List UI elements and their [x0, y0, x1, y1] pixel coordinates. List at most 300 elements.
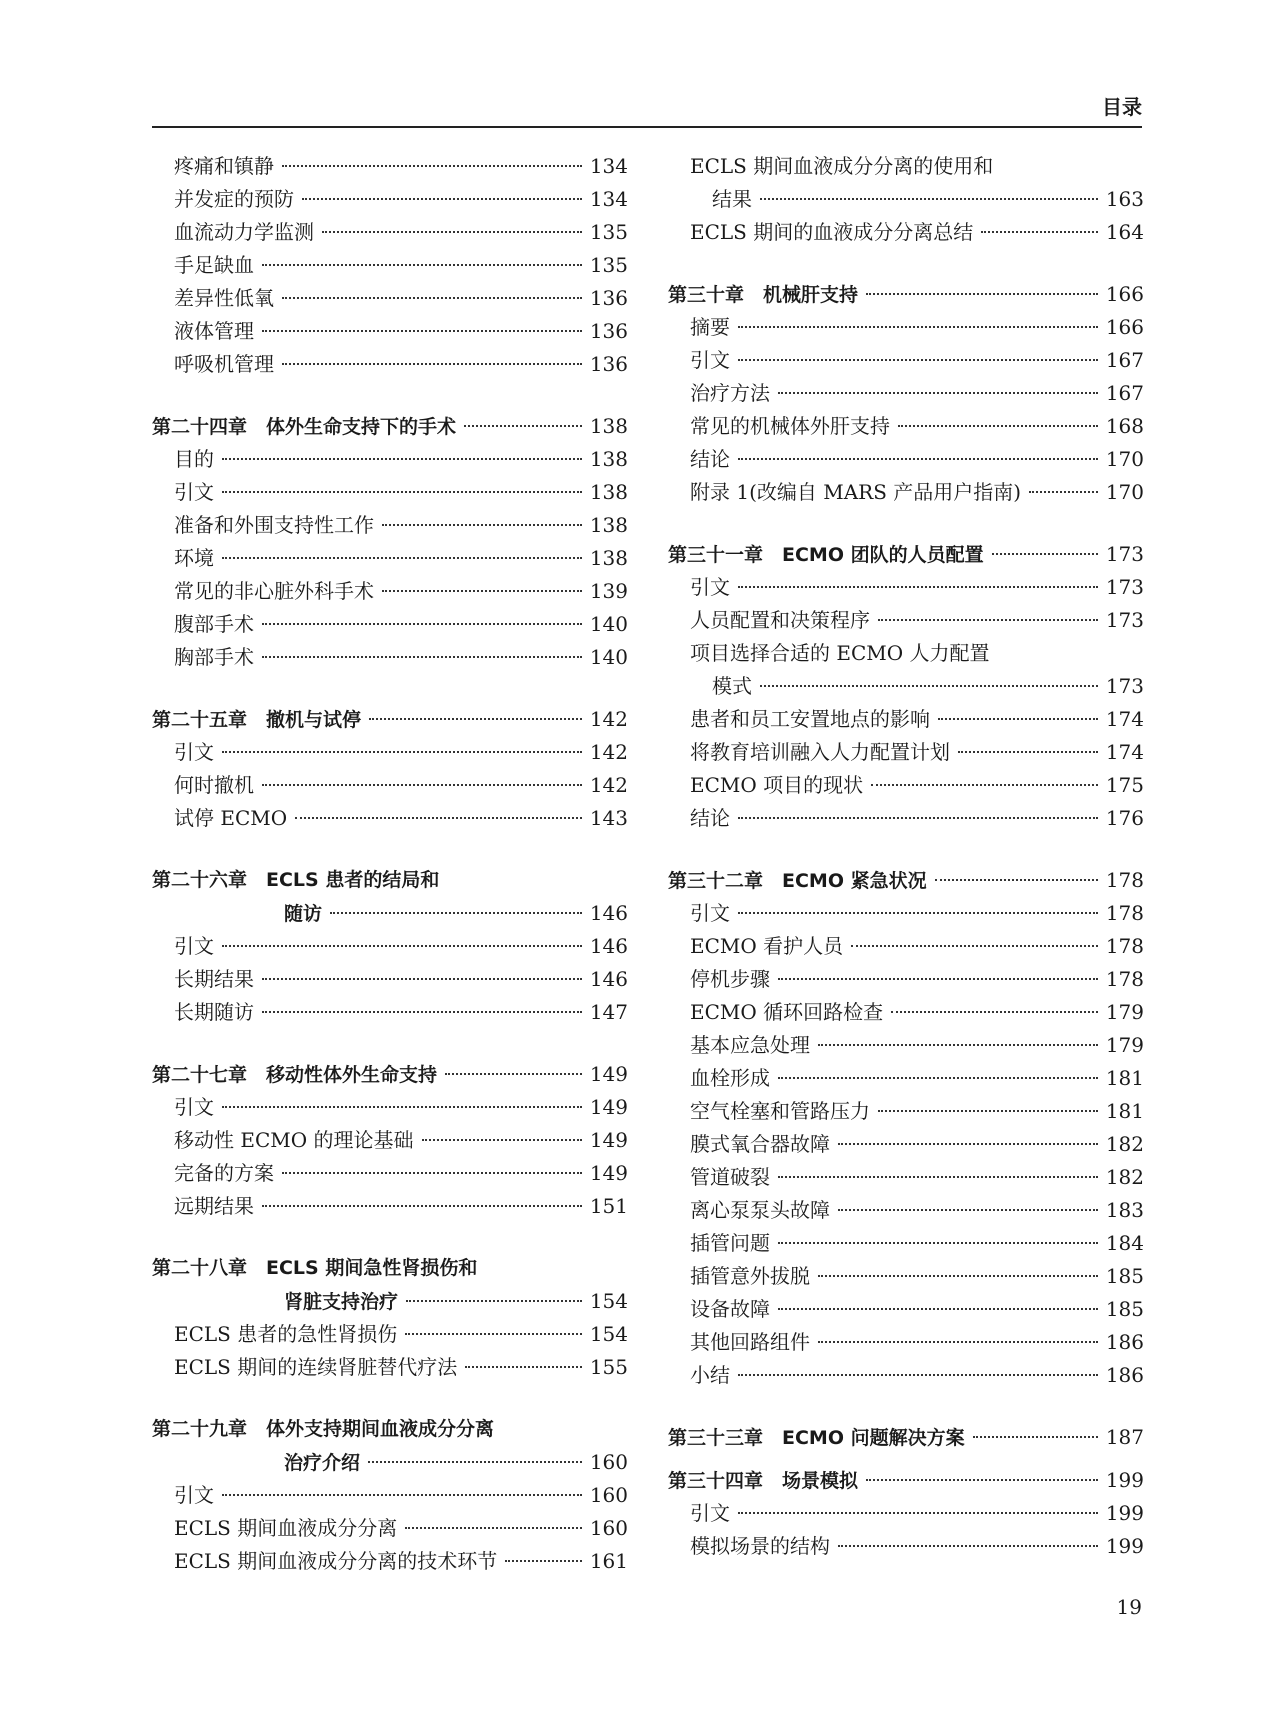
- toc-section-entry: [668, 476, 1144, 509]
- dot-leader: [871, 783, 1098, 786]
- page-ref: 183: [1105, 1198, 1144, 1222]
- dot-leader: [505, 1559, 582, 1562]
- section-title: 呼吸机管理: [174, 352, 274, 376]
- toc-chapter-entry: [668, 538, 1144, 571]
- toc-section-entry: [668, 1293, 1144, 1326]
- dot-leader: [262, 1204, 582, 1207]
- section-title: 结论: [690, 447, 730, 471]
- page-ref: 173: [1105, 575, 1144, 599]
- section-title: 结论: [690, 806, 730, 830]
- toc-section-entry: [152, 183, 628, 216]
- page-ref: 140: [589, 612, 628, 636]
- toc-chapter-entry: [152, 1413, 628, 1446]
- page-ref: 181: [1105, 1099, 1144, 1123]
- page-ref: 199: [1105, 1468, 1144, 1492]
- page-ref: 149: [589, 1062, 628, 1086]
- dot-leader: [738, 816, 1098, 819]
- dot-leader: [851, 944, 1098, 947]
- dot-leader: [760, 684, 1098, 687]
- toc-section-entry: [152, 1479, 628, 1512]
- section-title: 管道破裂: [690, 1165, 770, 1189]
- dot-leader: [262, 329, 582, 332]
- dot-leader: [878, 1109, 1098, 1112]
- toc-section-entry: [152, 802, 628, 835]
- dot-leader: [838, 1544, 1098, 1547]
- dot-leader: [818, 1043, 1098, 1046]
- toc-section-entry: [668, 1029, 1144, 1062]
- toc-section-entry: [668, 1326, 1144, 1359]
- page-ref: 138: [589, 480, 628, 504]
- page-ref: 182: [1105, 1132, 1144, 1156]
- dot-leader: [222, 490, 582, 493]
- toc-section-entry: [668, 930, 1144, 963]
- dot-leader: [760, 197, 1098, 200]
- dot-leader: [878, 618, 1098, 621]
- section-title: 环境: [174, 546, 214, 570]
- section-title: 空气栓塞和管路压力: [690, 1099, 870, 1123]
- toc-section-entry: [668, 736, 1144, 769]
- toc-section-entry: [152, 150, 628, 183]
- dot-leader: [738, 358, 1098, 361]
- section-title-continued: 结果: [712, 187, 752, 211]
- toc-section-entry: [152, 1124, 628, 1157]
- dot-leader: [282, 1171, 582, 1174]
- dot-leader: [818, 1340, 1098, 1343]
- section-title: 人员配置和决策程序: [690, 608, 870, 632]
- dot-leader: [422, 1138, 582, 1141]
- toc-section-entry: [152, 963, 628, 996]
- dot-leader: [738, 911, 1098, 914]
- page-ref: 160: [589, 1450, 628, 1474]
- page-ref: 151: [589, 1194, 628, 1218]
- page-ref: 139: [589, 579, 628, 603]
- dot-leader: [222, 457, 582, 460]
- toc-section-entry: [668, 1260, 1144, 1293]
- dot-leader: [282, 296, 582, 299]
- chapter-title-continued: 肾脏支持治疗: [284, 1291, 399, 1313]
- toc-left-column: [152, 150, 628, 1578]
- section-title: 试停 ECMO: [174, 806, 288, 830]
- page-ref: 184: [1105, 1231, 1144, 1255]
- page-ref: 167: [1105, 348, 1144, 372]
- page-ref: 134: [589, 154, 628, 178]
- section-title: ECLS 期间血液成分分离: [174, 1516, 398, 1540]
- page-ref: 187: [1105, 1425, 1144, 1449]
- page-ref: 155: [589, 1355, 628, 1379]
- page-ref: 135: [589, 220, 628, 244]
- section-title: ECLS 患者的急性肾损伤: [174, 1322, 398, 1346]
- section-title: 停机步骤: [690, 967, 770, 991]
- dot-leader: [262, 655, 582, 658]
- dot-leader: [738, 457, 1098, 460]
- section-title: 引文: [174, 480, 214, 504]
- page-ref: 178: [1105, 934, 1144, 958]
- toc-section-entry: [152, 1190, 628, 1223]
- toc-section-entry: [668, 443, 1144, 476]
- dot-leader: [330, 911, 582, 914]
- dot-leader: [891, 1010, 1098, 1013]
- dot-leader: [262, 977, 582, 980]
- toc-entry-continuation: [152, 897, 628, 930]
- page-ref: 179: [1105, 1033, 1144, 1057]
- toc-section-entry: [668, 769, 1144, 802]
- toc-section-entry: [668, 1530, 1144, 1563]
- section-title: 引文: [174, 740, 214, 764]
- dot-leader: [778, 1241, 1098, 1244]
- section-title: ECLS 期间血液成分分离的技术环节: [174, 1549, 498, 1573]
- running-header: [152, 92, 1142, 128]
- section-title: 血栓形成: [690, 1066, 770, 1090]
- dot-leader: [898, 424, 1098, 427]
- toc-section-entry: [668, 604, 1144, 637]
- toc-section-entry: [668, 1194, 1144, 1227]
- section-title: 目的: [174, 447, 214, 471]
- toc-chapter-entry: [668, 864, 1144, 897]
- toc-section-entry: [152, 1512, 628, 1545]
- page-ref: 160: [589, 1516, 628, 1540]
- section-title: 差异性低氧: [174, 286, 274, 310]
- section-title: 胸部手术: [174, 645, 254, 669]
- section-title: 将教育培训融入人力配置计划: [690, 740, 950, 764]
- page-ref: 164: [1105, 220, 1144, 244]
- page-ref: 176: [1105, 806, 1144, 830]
- toc-section-entry: [668, 703, 1144, 736]
- section-title: 膜式氧合器故障: [690, 1132, 830, 1156]
- section-title: 手足缺血: [174, 253, 254, 277]
- page-ref: 134: [589, 187, 628, 211]
- page-ref: 154: [589, 1289, 628, 1313]
- dot-leader: [778, 391, 1098, 394]
- dot-leader: [778, 1175, 1098, 1178]
- section-title: 远期结果: [174, 1194, 254, 1218]
- page-ref: 140: [589, 645, 628, 669]
- toc-section-entry: [668, 963, 1144, 996]
- dot-leader: [405, 1332, 582, 1335]
- section-title: ECLS 期间血液成分分离的使用和: [690, 154, 994, 178]
- toc-entry-continuation: [668, 183, 1144, 216]
- page-ref: 178: [1105, 901, 1144, 925]
- page-ref: 178: [1105, 967, 1144, 991]
- toc-section-entry: [668, 1161, 1144, 1194]
- page-ref: 160: [589, 1483, 628, 1507]
- section-title: 其他回路组件: [690, 1330, 810, 1354]
- section-title: 插管意外拔脱: [690, 1264, 810, 1288]
- page-ref: 147: [589, 1000, 628, 1024]
- dot-leader: [866, 292, 1098, 295]
- toc-section-entry: [152, 608, 628, 641]
- page-ref: 138: [589, 513, 628, 537]
- dot-leader: [838, 1142, 1098, 1145]
- toc-section-entry: [668, 216, 1144, 249]
- page-ref: 138: [589, 414, 628, 438]
- dot-leader: [992, 552, 1098, 555]
- page-ref: 136: [589, 286, 628, 310]
- page-ref: 185: [1105, 1264, 1144, 1288]
- dot-leader: [282, 164, 582, 167]
- dot-leader: [262, 1010, 582, 1013]
- page-ref: 186: [1105, 1330, 1144, 1354]
- section-title: 治疗方法: [690, 381, 770, 405]
- page-ref: 142: [589, 740, 628, 764]
- section-title: ECMO 项目的现状: [690, 773, 864, 797]
- section-title: 引文: [690, 1501, 730, 1525]
- dot-leader: [935, 878, 1098, 881]
- toc-chapter-entry: [152, 410, 628, 443]
- dot-leader: [1029, 490, 1098, 493]
- toc-section-entry: [668, 802, 1144, 835]
- toc-section-entry: [152, 348, 628, 381]
- toc-section-entry: [152, 1351, 628, 1384]
- toc-section-entry: [668, 996, 1144, 1029]
- page-ref: 149: [589, 1161, 628, 1185]
- page-ref: 142: [589, 773, 628, 797]
- page-ref: 161: [589, 1549, 628, 1573]
- page-ref: 170: [1105, 480, 1144, 504]
- section-title: 项目选择合适的 ECMO 人力配置: [690, 641, 990, 665]
- toc-section-entry: [152, 930, 628, 963]
- toc-chapter-entry: [668, 1421, 1144, 1454]
- dot-leader: [368, 1460, 582, 1463]
- page-ref: 163: [1105, 187, 1144, 211]
- dot-leader: [302, 197, 582, 200]
- dot-leader: [818, 1274, 1098, 1277]
- page-ref: 142: [589, 707, 628, 731]
- section-title: ECMO 看护人员: [690, 934, 844, 958]
- page-ref: 174: [1105, 740, 1144, 764]
- dot-leader: [295, 816, 582, 819]
- toc-section-entry: [668, 344, 1144, 377]
- toc-entry-continuation: [668, 670, 1144, 703]
- toc-section-entry: [152, 1318, 628, 1351]
- toc-chapter-entry: [152, 1058, 628, 1091]
- toc-section-entry: [152, 769, 628, 802]
- dot-leader: [738, 1373, 1098, 1376]
- toc-chapter-entry: [668, 278, 1144, 311]
- section-title: ECMO 循环回路检查: [690, 1000, 884, 1024]
- toc-section-entry: [152, 641, 628, 674]
- page-ref: 143: [589, 806, 628, 830]
- section-title: 疼痛和镇静: [174, 154, 274, 178]
- toc-section-entry: [152, 216, 628, 249]
- toc-chapter-entry: [152, 1252, 628, 1285]
- section-title: 长期结果: [174, 967, 254, 991]
- dot-leader: [405, 1526, 582, 1529]
- dot-leader: [778, 977, 1098, 980]
- page-ref: 136: [589, 319, 628, 343]
- page-ref: 182: [1105, 1165, 1144, 1189]
- section-title: 模拟场景的结构: [690, 1534, 830, 1558]
- page-ref: 136: [589, 352, 628, 376]
- toc-section-entry: [152, 1157, 628, 1190]
- chapter-title-continued: 治疗介绍: [284, 1452, 361, 1474]
- dot-leader: [369, 717, 582, 720]
- toc-section-entry: [152, 1545, 628, 1578]
- page-ref: 199: [1105, 1501, 1144, 1525]
- section-title: 引文: [690, 348, 730, 372]
- page-ref: 173: [1105, 608, 1144, 632]
- section-title: 小结: [690, 1363, 730, 1387]
- dot-leader: [222, 556, 582, 559]
- section-title: 离心泵泵头故障: [690, 1198, 830, 1222]
- dot-leader: [738, 325, 1098, 328]
- page-ref: 186: [1105, 1363, 1144, 1387]
- chapter-title: 第三十四章 场景模拟: [668, 1470, 859, 1492]
- page-ref: 138: [589, 447, 628, 471]
- toc-chapter-entry: [152, 703, 628, 736]
- toc-entry-continuation: [152, 1446, 628, 1479]
- dot-leader: [938, 717, 1098, 720]
- section-title: ECLS 期间的连续肾脏替代疗法: [174, 1355, 458, 1379]
- dot-leader: [445, 1072, 582, 1075]
- section-title: 引文: [690, 901, 730, 925]
- page-ref: 149: [589, 1095, 628, 1119]
- chapter-title: 第二十九章 体外支持期间血液成分分离: [152, 1418, 495, 1440]
- dot-leader: [778, 1307, 1098, 1310]
- dot-leader: [262, 622, 582, 625]
- dot-leader: [222, 1105, 582, 1108]
- toc-section-entry: [668, 1497, 1144, 1530]
- section-title: 常见的非心脏外科手术: [174, 579, 374, 603]
- dot-leader: [262, 263, 582, 266]
- page-ref: 154: [589, 1322, 628, 1346]
- toc-section-entry: [668, 150, 1144, 183]
- page-ref: 166: [1105, 282, 1144, 306]
- dot-leader: [464, 424, 582, 427]
- toc-section-entry: [668, 1062, 1144, 1095]
- dot-leader: [981, 230, 1098, 233]
- section-title: ECLS 期间的血液成分分离总结: [690, 220, 974, 244]
- toc-section-entry: [152, 249, 628, 282]
- chapter-title: 第三十二章 ECMO 紧急状况: [668, 870, 927, 892]
- page-ref: 146: [589, 901, 628, 925]
- dot-leader: [866, 1478, 1098, 1481]
- dot-leader: [738, 585, 1098, 588]
- toc-section-entry: [152, 736, 628, 769]
- chapter-title: 第二十六章 ECLS 患者的结局和: [152, 869, 440, 891]
- dot-leader: [222, 944, 582, 947]
- toc-section-entry: [668, 1128, 1144, 1161]
- chapter-title: 第二十四章 体外生命支持下的手术: [152, 416, 457, 438]
- dot-leader: [738, 1511, 1098, 1514]
- page-ref: 168: [1105, 414, 1144, 438]
- section-title: 基本应急处理: [690, 1033, 810, 1057]
- section-title: 引文: [690, 575, 730, 599]
- section-title: 设备故障: [690, 1297, 770, 1321]
- toc-section-entry: [668, 1227, 1144, 1260]
- toc-section-entry: [152, 476, 628, 509]
- page-ref: 146: [589, 967, 628, 991]
- dot-leader: [958, 750, 1098, 753]
- page-ref: 170: [1105, 447, 1144, 471]
- section-title: 准备和外围支持性工作: [174, 513, 374, 537]
- page-number: 19: [1116, 1595, 1142, 1619]
- page-ref: 167: [1105, 381, 1144, 405]
- section-title: 并发症的预防: [174, 187, 294, 211]
- toc-section-entry: [668, 410, 1144, 443]
- toc-section-entry: [152, 996, 628, 1029]
- section-title: 患者和员工安置地点的影响: [690, 707, 930, 731]
- toc-section-entry: [152, 509, 628, 542]
- section-title: 完备的方案: [174, 1161, 274, 1185]
- dot-leader: [406, 1299, 582, 1302]
- dot-leader: [382, 523, 582, 526]
- page-ref: 146: [589, 934, 628, 958]
- toc-section-entry: [668, 377, 1144, 410]
- section-title: 引文: [174, 934, 214, 958]
- chapter-title: 第三十三章 ECMO 问题解决方案: [668, 1427, 965, 1449]
- section-title: 引文: [174, 1483, 214, 1507]
- toc-section-entry: [152, 575, 628, 608]
- toc-section-entry: [152, 315, 628, 348]
- page-ref: 166: [1105, 315, 1144, 339]
- dot-leader: [322, 230, 582, 233]
- toc-chapter-entry: [152, 864, 628, 897]
- page-ref: 173: [1105, 542, 1144, 566]
- toc-section-entry: [152, 282, 628, 315]
- chapter-title: 第三十一章 ECMO 团队的人员配置: [668, 544, 984, 566]
- dot-leader: [838, 1208, 1098, 1211]
- dot-leader: [382, 589, 582, 592]
- toc-chapter-entry: [668, 1464, 1144, 1497]
- page-ref: 135: [589, 253, 628, 277]
- running-header-label: 目录: [1102, 95, 1142, 119]
- section-title-continued: 模式: [712, 674, 752, 698]
- section-title: 附录 1(改编自 MARS 产品用户指南): [690, 480, 1022, 504]
- toc-section-entry: [152, 443, 628, 476]
- dot-leader: [222, 750, 582, 753]
- chapter-title: 第二十五章 撤机与试停: [152, 709, 362, 731]
- section-title: 腹部手术: [174, 612, 254, 636]
- section-title: 液体管理: [174, 319, 254, 343]
- toc-section-entry: [668, 571, 1144, 604]
- section-title: 长期随访: [174, 1000, 254, 1024]
- chapter-title: 第二十八章 ECLS 期间急性肾损伤和: [152, 1257, 478, 1279]
- dot-leader: [778, 1076, 1098, 1079]
- dot-leader: [222, 1493, 582, 1496]
- page-ref: 174: [1105, 707, 1144, 731]
- page-ref: 179: [1105, 1000, 1144, 1024]
- page-ref: 178: [1105, 868, 1144, 892]
- toc-entry-continuation: [152, 1285, 628, 1318]
- section-title: 血流动力学监测: [174, 220, 314, 244]
- section-title: 引文: [174, 1095, 214, 1119]
- toc-right-column: [668, 150, 1144, 1563]
- chapter-title-continued: 随访: [284, 903, 323, 925]
- chapter-title: 第三十章 机械肝支持: [668, 284, 859, 306]
- toc-section-entry: [668, 311, 1144, 344]
- toc-section-entry: [668, 1359, 1144, 1392]
- dot-leader: [262, 783, 582, 786]
- toc-section-entry: [152, 1091, 628, 1124]
- page-ref: 181: [1105, 1066, 1144, 1090]
- toc-section-entry: [668, 897, 1144, 930]
- page-ref: 185: [1105, 1297, 1144, 1321]
- chapter-title: 第二十七章 移动性体外生命支持: [152, 1064, 438, 1086]
- dot-leader: [282, 362, 582, 365]
- section-title: 插管问题: [690, 1231, 770, 1255]
- section-title: 摘要: [690, 315, 730, 339]
- dot-leader: [465, 1365, 582, 1368]
- page-ref: 138: [589, 546, 628, 570]
- page-ref: 173: [1105, 674, 1144, 698]
- toc-section-entry: [668, 1095, 1144, 1128]
- page-ref: 149: [589, 1128, 628, 1152]
- section-title: 何时撤机: [174, 773, 254, 797]
- toc-section-entry: [668, 637, 1144, 670]
- section-title: 移动性 ECMO 的理论基础: [174, 1128, 414, 1152]
- dot-leader: [973, 1435, 1098, 1438]
- section-title: 常见的机械体外肝支持: [690, 414, 890, 438]
